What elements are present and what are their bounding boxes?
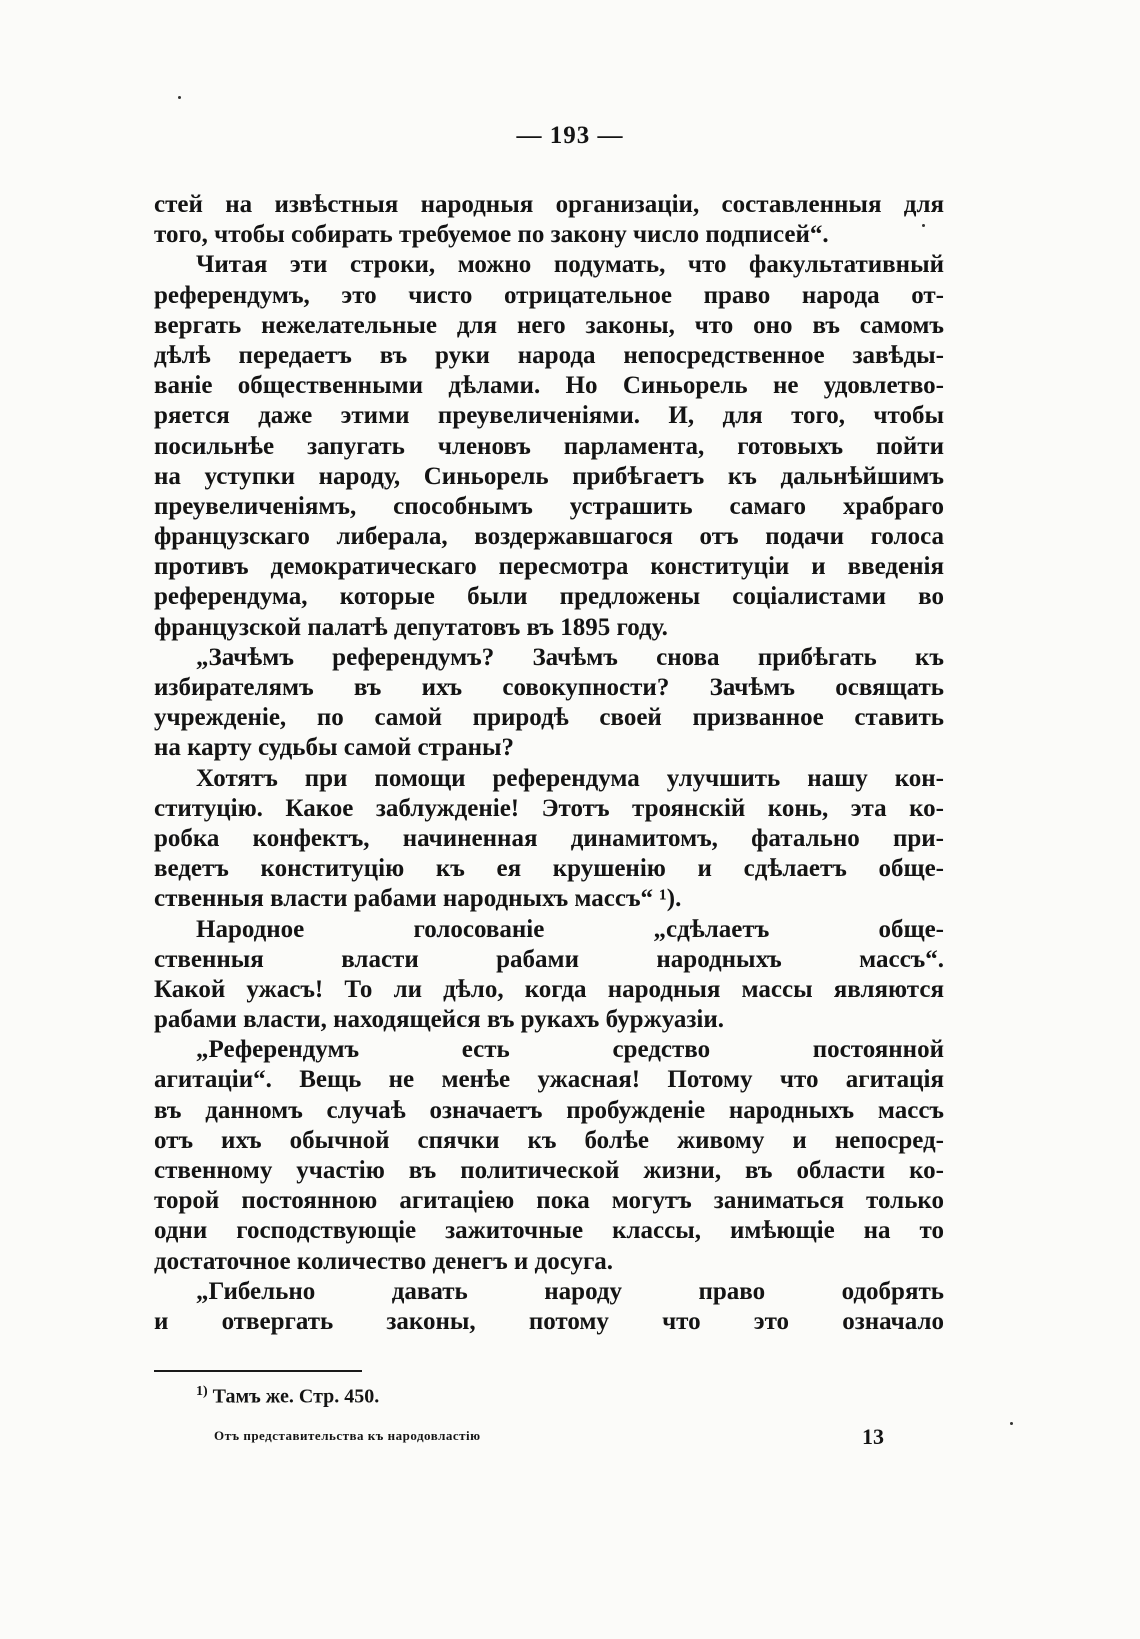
text-line: и отвергать законы, потому что это означало [154, 1307, 944, 1335]
text-line: ряется даже этими преувеличеніями. И, для того, чтобы [154, 402, 944, 430]
text-line: ственному участію въ политической жизни, въ области ко- [154, 1157, 944, 1184]
text-line: торой постоянною агитаціею пока могутъ заниматься только [154, 1187, 944, 1215]
running-title: Отъ представительства къ народовластію [214, 1428, 481, 1443]
text-line: на уступки народу, Синьорель прибѣгаетъ къ дальнѣйшимъ [154, 462, 944, 490]
text-line: ственныя власти рабами народныхъ массъ“ ¹). [154, 885, 682, 913]
text-line: того, чтобы собирать требуемое по закону число подписей“. [154, 221, 829, 249]
text-line: Народное голосованіе „сдѣлаетъ обще- [196, 915, 944, 943]
text-line: преувеличеніямъ, способнымъ устрашить самаго храбраго [154, 492, 944, 520]
signature-mark: 13 [862, 1424, 884, 1449]
scan-speck [922, 224, 925, 227]
text-line: ведетъ конституцію къ ея крушенію и сдѣлаетъ обще- [154, 855, 944, 883]
text-line: „Зачѣмъ референдумъ? Зачѣмъ снова прибѣгать къ [196, 643, 944, 671]
scan-speck [1010, 1422, 1013, 1425]
text-line: отъ ихъ обычной спячки къ болѣе живому и непосред- [154, 1126, 944, 1154]
text-line: Какой ужасъ! То ли дѣло, когда народныя массы являются [154, 975, 944, 1003]
text-line: учрежденіе, по самой природѣ своей призванное ставить [154, 704, 944, 732]
page-number-header: — 193 — [516, 122, 624, 149]
text-line: референдумъ, это чисто отрицательное право народа от- [154, 281, 944, 309]
footnote-divider [154, 1370, 362, 1372]
text-line: вергать нежелательные для него законы, что оно въ самомъ [154, 311, 944, 339]
text-line: французской палатѣ депутатовъ въ 1895 году. [154, 613, 668, 641]
text-line: ственныя власти рабами народныхъ массъ“. [154, 945, 944, 973]
text-line: ституцію. Какое заблужденіе! Этотъ троянскій конь, эта ко- [154, 794, 944, 822]
text-line: референдума, которые были предложены соціалистами во [154, 583, 944, 611]
text-line: одни господствующіе зажиточные классы, имѣющіе на то [154, 1217, 944, 1245]
text-line: „Гибельно давать народу право одобрять [196, 1277, 944, 1305]
text-line: достаточное количество денегъ и досуга. [154, 1247, 614, 1275]
text-line: робка конфектъ, начиненная динамитомъ, фатально при- [154, 824, 944, 852]
text-line: рабами власти, находящейся въ рукахъ буржуазіи. [154, 1006, 725, 1034]
scan-speck [178, 96, 181, 99]
text-line: Читая эти строки, можно подумать, что факультативный [196, 251, 944, 279]
text-line: стей на извѣстныя народныя организаціи, составленныя для [154, 191, 944, 218]
text-line: дѣлѣ передаетъ въ руки народа непосредственное завѣды- [154, 341, 944, 369]
text-line: ваніе общественными дѣлами. Но Синьорель не удовлетво- [154, 372, 944, 400]
text-line: посильнѣе запугать членовъ парламента, готовыхъ пойти [154, 432, 944, 460]
text-line: французскаго либерала, воздержавшагося отъ подачи голоса [154, 523, 944, 551]
footnote-marker: 1) [196, 1384, 208, 1399]
body-text [154, 190, 944, 1337]
text-line: Хотятъ при помощи референдума улучшить нашу кон- [196, 764, 944, 792]
text-line: „Референдумъ есть средство постоянной [196, 1036, 944, 1064]
text-line: противъ демократическаго пересмотра конституціи и введенія [154, 553, 944, 581]
footnote [196, 1384, 379, 1409]
text-line: на карту судьбы самой страны? [154, 734, 515, 762]
text-line: въ данномъ случаѣ означаетъ пробужденіе народныхъ массъ [154, 1096, 944, 1124]
text-line: агитаціи“. Вещь не менѣе ужасная! Потому что агитація [154, 1066, 944, 1094]
text-line: избирателямъ въ ихъ совокупности? Зачѣмъ освящать [154, 674, 944, 701]
footnote-text: Тамъ же. Стр. 450. [212, 1385, 380, 1408]
